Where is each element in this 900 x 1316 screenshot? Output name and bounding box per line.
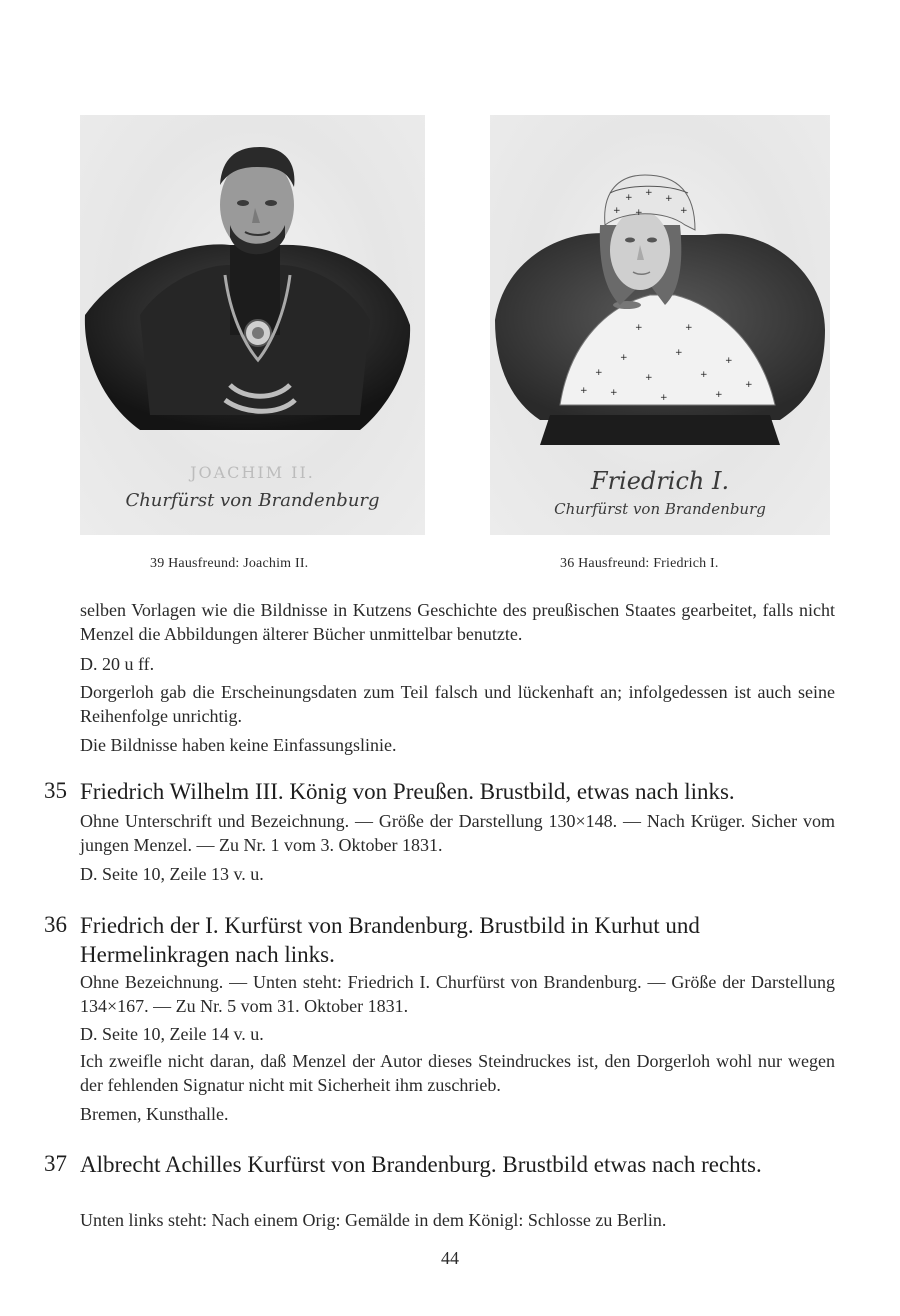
svg-text:+: + [660,393,668,403]
svg-text:+: + [665,194,673,204]
joachim-inscription-name: JOACHIM II. [190,463,315,482]
entry-heading: Albrecht Achilles Kurfürst von Brandenburg. Brustbild etwas nach rechts. [80,1152,762,1177]
entry-details: Ohne Unterschrift und Bezeichnung. — Größe der Darstellung 130×148. — Nach Krüger. Sicher vom jungen Menzel. — Zu Nr. 1 vom 3. Oktober 1831. [80,811,835,855]
entry-heading: Friedrich der I. Kurfürst von Brandenburg. Brustbild in Kurhut und Hermelinkragen nach links. [80,913,700,967]
svg-text:+: + [645,373,653,383]
svg-text:+: + [725,356,733,366]
entry-location: Bremen, Kunsthalle. [80,1104,229,1124]
entry-reference: D. Seite 10, Zeile 13 v. u. [80,864,264,884]
svg-text:+: + [645,188,653,198]
svg-text:+: + [685,323,693,333]
entry-number: 35 [44,778,67,803]
intro-paragraph: selben Vorlagen wie die Bildnisse in Kutzens Geschichte des preußischen Staates gearbeitet, falls nicht Menzel die Abbildungen älterer Bücher unmittelbar benutzte. [80,600,835,644]
entry-note: Ich zweifle nicht daran, daß Menzel der Autor dieses Steindruckes ist, den Dorgerloh wohl nur wegen der fehlenden Signatur nicht mit Sicherheit ihm zuschrieb. [80,1051,835,1095]
page-number: 44 [441,1248,459,1268]
intro-reference: D. 20 u ff. [80,654,155,674]
svg-text:+: + [745,380,753,390]
intro-paragraph: Dorgerloh gab die Erscheinungsdaten zum Teil falsch und lückenhaft an; infolgedessen ist auch seine Reihenfolge unrichtig. [80,682,835,726]
entry-reference: D. Seite 10, Zeile 14 v. u. [80,1024,264,1044]
intro-paragraph: Die Bildnisse haben keine Einfassungslinie. [80,735,397,755]
svg-text:+: + [675,348,683,358]
friedrich-inscription-title: Churfürst von Brandenburg [554,500,766,518]
joachim-inscription-title: Churfürst von Brandenburg [125,490,380,511]
svg-text:+: + [635,323,643,333]
portrait-friedrich-i [490,115,830,535]
svg-text:+: + [635,208,643,218]
svg-text:+: + [715,390,723,400]
svg-text:+: + [680,206,688,216]
svg-text:+: + [700,370,708,380]
svg-text:+: + [595,368,603,378]
entry-details: Ohne Bezeichnung. — Unten steht: Friedrich I. Churfürst von Brandenburg. — Größe der Darstellung 134×167. — Zu Nr. 5 vom 31. Oktober 1831. [80,972,835,1016]
friedrich-inscription-name: Friedrich I. [590,467,730,495]
portrait-joachim-ii [80,115,425,535]
svg-text:+: + [620,353,628,363]
figure-caption-joachim: 39 Hausfreund: Joachim II. [150,556,309,571]
svg-text:+: + [580,386,588,396]
figure-caption-friedrich: 36 Hausfreund: Friedrich I. [560,556,719,571]
entry-number: 36 [44,912,67,937]
svg-text:+: + [625,193,633,203]
entry-number: 37 [44,1151,67,1176]
svg-text:+: + [610,388,618,398]
svg-text:+: + [613,206,621,216]
entry-heading: Friedrich Wilhelm III. König von Preußen. Brustbild, etwas nach links. [80,779,735,804]
entry-details: Unten links steht: Nach einem Orig: Gemälde in dem Königl: Schlosse zu Berlin. [80,1210,667,1230]
